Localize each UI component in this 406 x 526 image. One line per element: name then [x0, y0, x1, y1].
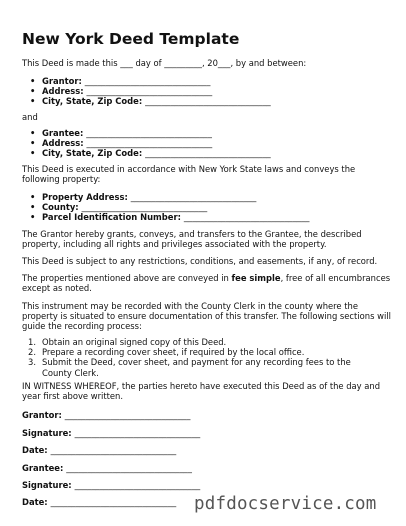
recording-steps-list	[22, 337, 394, 378]
grantor-name-signature-blank[interactable]: ______________________________	[64, 410, 191, 420]
grantor-signature-blank[interactable]: ______________________________	[74, 428, 201, 438]
grantee-address-blank[interactable]: ______________________________	[86, 138, 213, 149]
grantee-city-blank[interactable]: ______________________________	[145, 148, 271, 159]
county-blank[interactable]: ______________________________	[81, 202, 208, 213]
recording-step: 2. Prepare a recording cover sheet, if required by the local office.	[28, 347, 305, 358]
grantee-date-field: Date: ______________________________	[22, 497, 177, 507]
parcel-id-blank[interactable]: ______________________________	[183, 212, 310, 223]
grantee-signature-line: Grantee: ______________________________	[22, 463, 192, 473]
grantee-city-field: • City, State, Zip Code: ______________________________	[22, 148, 394, 158]
record-paragraph: This instrument may be recorded with the County Clerk in the county where the property is situated to ensure documentation of this transfer. The following sections will guide the recording process:	[22, 301, 391, 332]
grantor-signature-line: Grantor: ______________________________	[22, 410, 191, 420]
grantor-address-field: • Address: ______________________________	[22, 86, 394, 96]
grantor-field-list	[22, 76, 394, 107]
grantor-name-blank[interactable]: ______________________________	[84, 76, 211, 86]
grantee-name-field: • Grantee: ______________________________	[22, 128, 394, 138]
page-title: New York Deed Template	[22, 30, 240, 48]
county-field: • County: ______________________________	[22, 202, 394, 212]
grantor-signature-field: Signature: ______________________________	[22, 428, 201, 438]
watermark-text: pdfdocservice.com	[194, 494, 377, 514]
property-address-blank[interactable]: ______________________________	[130, 192, 257, 202]
executed-paragraph: This Deed is executed in accordance with New York State laws and conveys the following property:	[22, 164, 356, 185]
recording-step: 3. Submit the Deed, cover sheet, and payment for any recording fees to the County Clerk.	[28, 357, 351, 378]
grant-paragraph: The Grantor hereby grants, conveys, and transfers to the Grantee, the described property, including all rights and privileges associated with the property.	[22, 229, 362, 250]
fee-simple-paragraph: The properties mentioned above are conveyed in fee simple, free of all encumbrances except as noted.	[22, 273, 391, 294]
parcel-id-field: • Parcel Identification Number: ______________________________	[22, 212, 394, 222]
grantor-city-field: • City, State, Zip Code: ______________________________	[22, 96, 394, 106]
grantee-signature-field: Signature: ______________________________	[22, 480, 201, 490]
recording-step: 1. Obtain an original signed copy of this Deed.	[28, 337, 227, 347]
fee-simple-term: fee simple	[231, 273, 281, 283]
grantee-address-field: • Address: ______________________________	[22, 138, 394, 148]
grantor-date-blank[interactable]: ______________________________	[50, 445, 177, 455]
intro-paragraph: This Deed is made this ___ day of _________, 20___, by and between:	[22, 58, 307, 68]
grantor-name-field: • Grantor: ______________________________	[22, 76, 394, 86]
property-field-list	[22, 192, 394, 223]
property-address-field: • Property Address: ______________________________	[22, 192, 394, 202]
grantor-address-blank[interactable]: ______________________________	[86, 86, 213, 97]
grantee-field-list	[22, 128, 394, 159]
grantor-city-blank[interactable]: ______________________________	[145, 96, 271, 107]
grantee-signature-blank[interactable]: ______________________________	[74, 480, 201, 490]
grantee-date-blank[interactable]: ______________________________	[50, 497, 177, 507]
subject-paragraph: This Deed is subject to any restrictions, conditions, and easements, if any, of record.	[22, 256, 378, 266]
grantee-name-blank[interactable]: ______________________________	[86, 128, 212, 138]
grantor-date-field: Date: ______________________________	[22, 445, 177, 455]
and-text: and	[22, 112, 38, 122]
grantee-name-signature-blank[interactable]: ______________________________	[66, 463, 192, 473]
witness-paragraph: IN WITNESS WHEREOF, the parties hereto have executed this Deed as of the day and year first above written.	[22, 381, 381, 402]
